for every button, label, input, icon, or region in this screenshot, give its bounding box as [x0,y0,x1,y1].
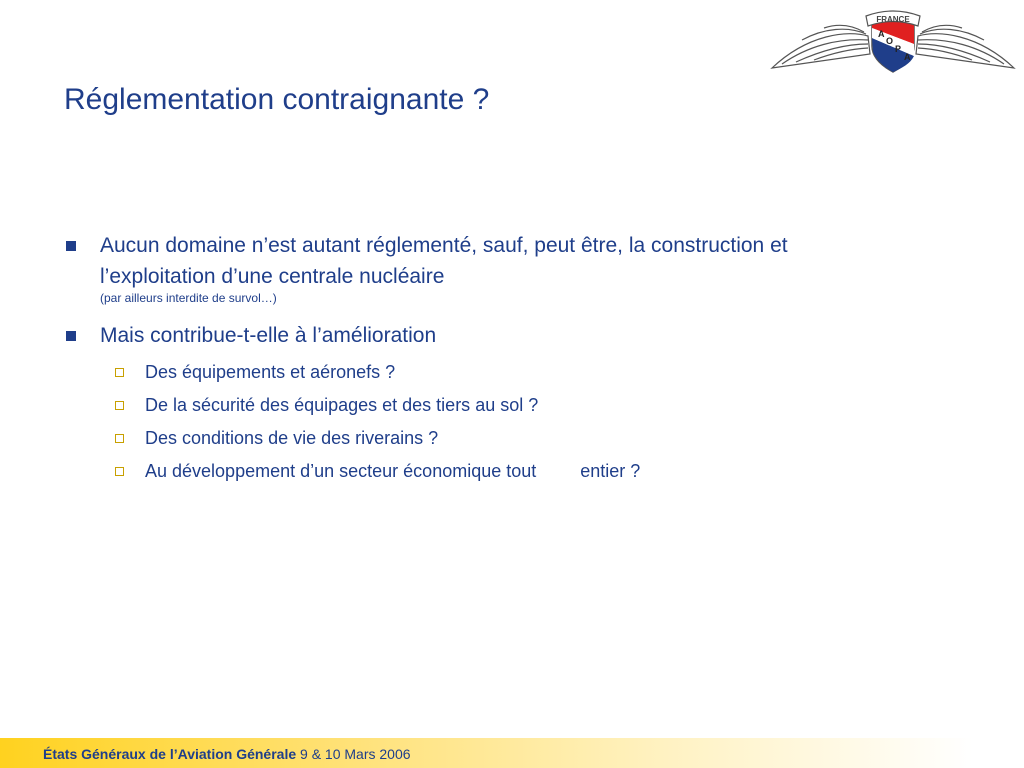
hollow-square-bullet-icon [115,401,124,410]
footer-event-name: États Généraux de l’Aviation Générale [43,746,297,762]
logo-letter-a1: A [878,29,885,39]
sub-bullet-item [114,455,964,488]
sub-bullet-text: Des équipements et aéronefs ? [145,362,396,382]
sub-bullet-list [114,356,964,488]
aopa-france-logo [768,4,1018,74]
bullet-text: Mais contribue-t-elle à l’amélioration [100,324,437,347]
bullet-note: (par ailleurs interdite de survol…) [100,291,277,305]
footer-text [43,745,411,763]
sub-bullet-text: Des conditions de vie des riverains ? [145,428,439,448]
france-banner [866,11,920,26]
footer-dates: 9 & 10 Mars 2006 [300,746,411,762]
square-bullet-icon [66,241,76,251]
sub-bullet-item [114,422,964,455]
hollow-square-bullet-icon [115,467,124,476]
sub-bullet-item [114,389,964,422]
left-wing-icon [772,25,870,68]
sub-bullet-text: Au développement d’un secteur économique tout [145,461,537,481]
logo-letter-p: P [895,44,902,54]
right-wing-icon [916,25,1014,68]
hollow-square-bullet-icon [115,434,124,443]
logo-letter-o: O [886,36,894,46]
sub-bullet-text-end: entier ? [580,461,641,481]
bullet-item [64,230,964,306]
bullet-text-line: l’exploitation d’une centrale nucléaire [100,265,445,288]
logo-letter-a2: A [904,52,911,62]
logo-banner-text: FRANCE [876,15,910,24]
bullet-item [64,320,964,351]
hollow-square-bullet-icon [115,368,124,377]
sub-bullet-item [114,356,964,389]
sub-bullet-text: De la sécurité des équipages et des tiers au sol ? [145,395,539,415]
bullet-list [64,230,964,488]
footer-bar [0,738,1024,768]
square-bullet-icon [66,331,76,341]
slide-title: Réglementation contraignante ? [64,83,490,116]
bullet-text-line: Aucun domaine n’est autant réglementé, sauf, peut être, la construction et [100,234,788,257]
